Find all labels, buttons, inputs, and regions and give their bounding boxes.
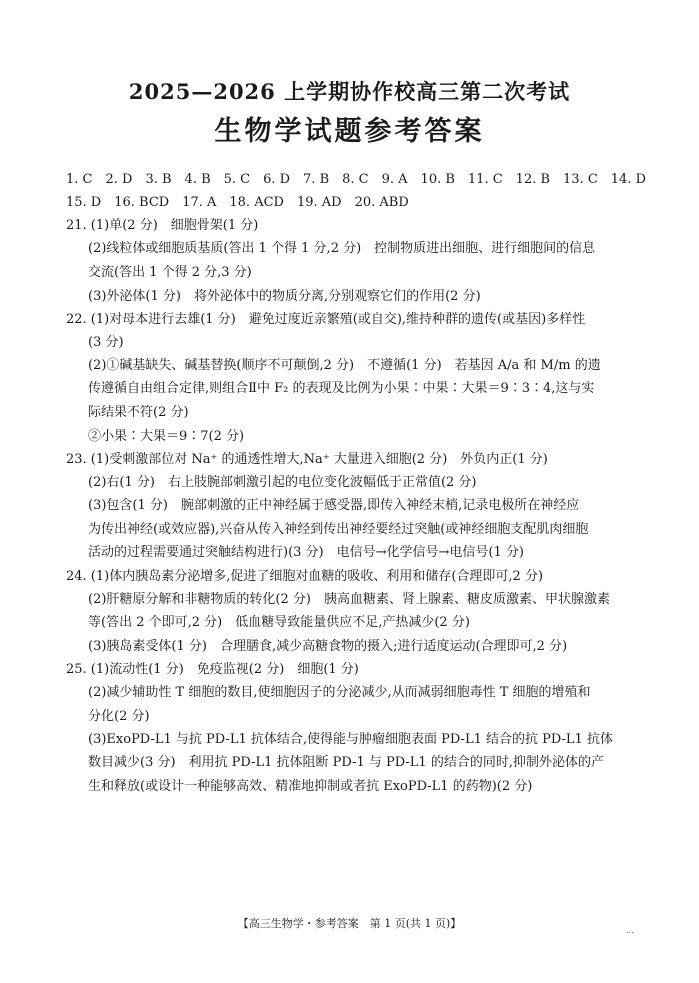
answer-line-q23-1: 23. (1)受刺激部位对 Na⁺ 的通透性增大,Na⁺ 大量进入细胞(2 分) 外负内正(1 分) [66, 452, 548, 467]
exam-title: 2025—2026 上学期协作校高三第二次考试 [128, 79, 571, 104]
answer-line-q24-4: (3)胰岛素受体(1 分) 合理膳食,减少高糖食物的摄入;进行适度运动(合理即可,2 分) [88, 639, 568, 654]
corner-mark: ... [626, 926, 634, 935]
answer-line-q23-4: 为传出神经(或效应器),兴奋从传入神经到传出神经要经过突触(或神经细胞支配肌肉细胞 [88, 522, 589, 537]
answer-line-q21-1: 21. (1)单(2 分) 细胞骨架(1 分) [66, 218, 259, 233]
answer-line-q22-6: ②小果∶大果＝9∶7(2 分) [88, 429, 245, 444]
answer-line-q22-5: 际结果不符(2 分) [88, 405, 189, 420]
answer-line-choice-1: 1. C 2. D 3. B 4. B 5. C 6. D 7. B 8. C 9. A 10. B 11. C 12. B 13. C 14. D [66, 172, 647, 187]
answer-line-q22-2: (3 分) [88, 335, 124, 350]
answer-line-q25-2: (2)减少辅助性 T 细胞的数目,使细胞因子的分泌减少,从而减弱细胞毒性 T 细胞的增殖和 [88, 685, 591, 700]
answer-line-q23-5: 活动的过程需要通过突触结构进行)(3 分) 电信号→化学信号→电信号(1 分) [88, 545, 524, 560]
answer-line-q24-3: 等(答出 2 个即可,2 分) 低血糖导致能量供应不足,产热减少(2 分) [88, 615, 470, 630]
answer-line-q21-4: (3)外泌体(1 分) 将外泌体中的物质分离,分别观察它们的作用(2 分) [88, 289, 481, 304]
answer-line-q24-1: 24. (1)体内胰岛素分泌增多,促进了细胞对血糖的吸收、利用和储存(合理即可,2 分) [66, 569, 544, 584]
answer-line-q25-6: 生和释放(或设计一种能够高效、精准地抑制或者抗 ExoPD-L1 的药物)(2 分) [88, 779, 533, 794]
page-footer: 【高三生物学・参考答案 第 1 页(共 1 页)】 [237, 917, 462, 930]
answer-line-q22-4: 传遵循自由组合定律,则组合Ⅱ中 F₂ 的表现及比例为小果∶中果∶大果＝9∶3∶4,这与实 [88, 381, 595, 396]
answer-line-q23-2: (2)右(1 分) 右上肢腕部刺激引起的电位变化波幅低于正常值(2 分) [88, 475, 477, 490]
answer-line-q25-3: 分化(2 分) [88, 709, 150, 724]
answer-line-q22-1: 22. (1)对母本进行去雄(1 分) 避免过度近亲繁殖(或自交),维持种群的遗传(或基因)多样性 [66, 312, 586, 327]
answer-line-q22-3: (2)①碱基缺失、碱基替换(顺序不可颠倒,2 分) 不遵循(1 分) 若基因 A/a 和 M/m 的遗 [88, 358, 601, 373]
answer-line-q23-3: (3)包含(1 分) 腕部刺激的正中神经属于感受器,即传入神经末梢,记录电极所在神经应 [88, 498, 580, 513]
answer-line-choice-2: 15. D 16. BCD 17. A 18. ACD 19. AD 20. ABD [66, 195, 409, 210]
answer-line-q25-1: 25. (1)流动性(1 分) 免疫监视(2 分) 细胞(1 分) [66, 662, 359, 677]
answer-line-q25-4: (3)ExoPD-L1 与抗 PD-L1 抗体结合,使得能与肿瘤细胞表面 PD-L1 结合的抗 PD-L1 抗体 [88, 732, 613, 747]
answer-line-q25-5: 数目减少(3 分) 利用抗 PD-L1 抗体阻断 PD-1 与 PD-L1 的结合的同时,抑制外泌体的产 [88, 755, 604, 770]
answer-line-q21-3: 交流(答出 1 个得 2 分,3 分) [88, 265, 252, 280]
answer-line-q24-2: (2)肝糖原分解和非糖物质的转化(2 分) 胰高血糖素、肾上腺素、糖皮质激素、甲状腺激素 [88, 592, 610, 607]
document-subtitle: 生物学试题参考答案 [214, 116, 485, 147]
answer-line-q21-2: (2)线粒体或细胞质基质(答出 1 个得 1 分,2 分) 控制物质进出细胞、进行细胞间的信息 [88, 241, 596, 256]
